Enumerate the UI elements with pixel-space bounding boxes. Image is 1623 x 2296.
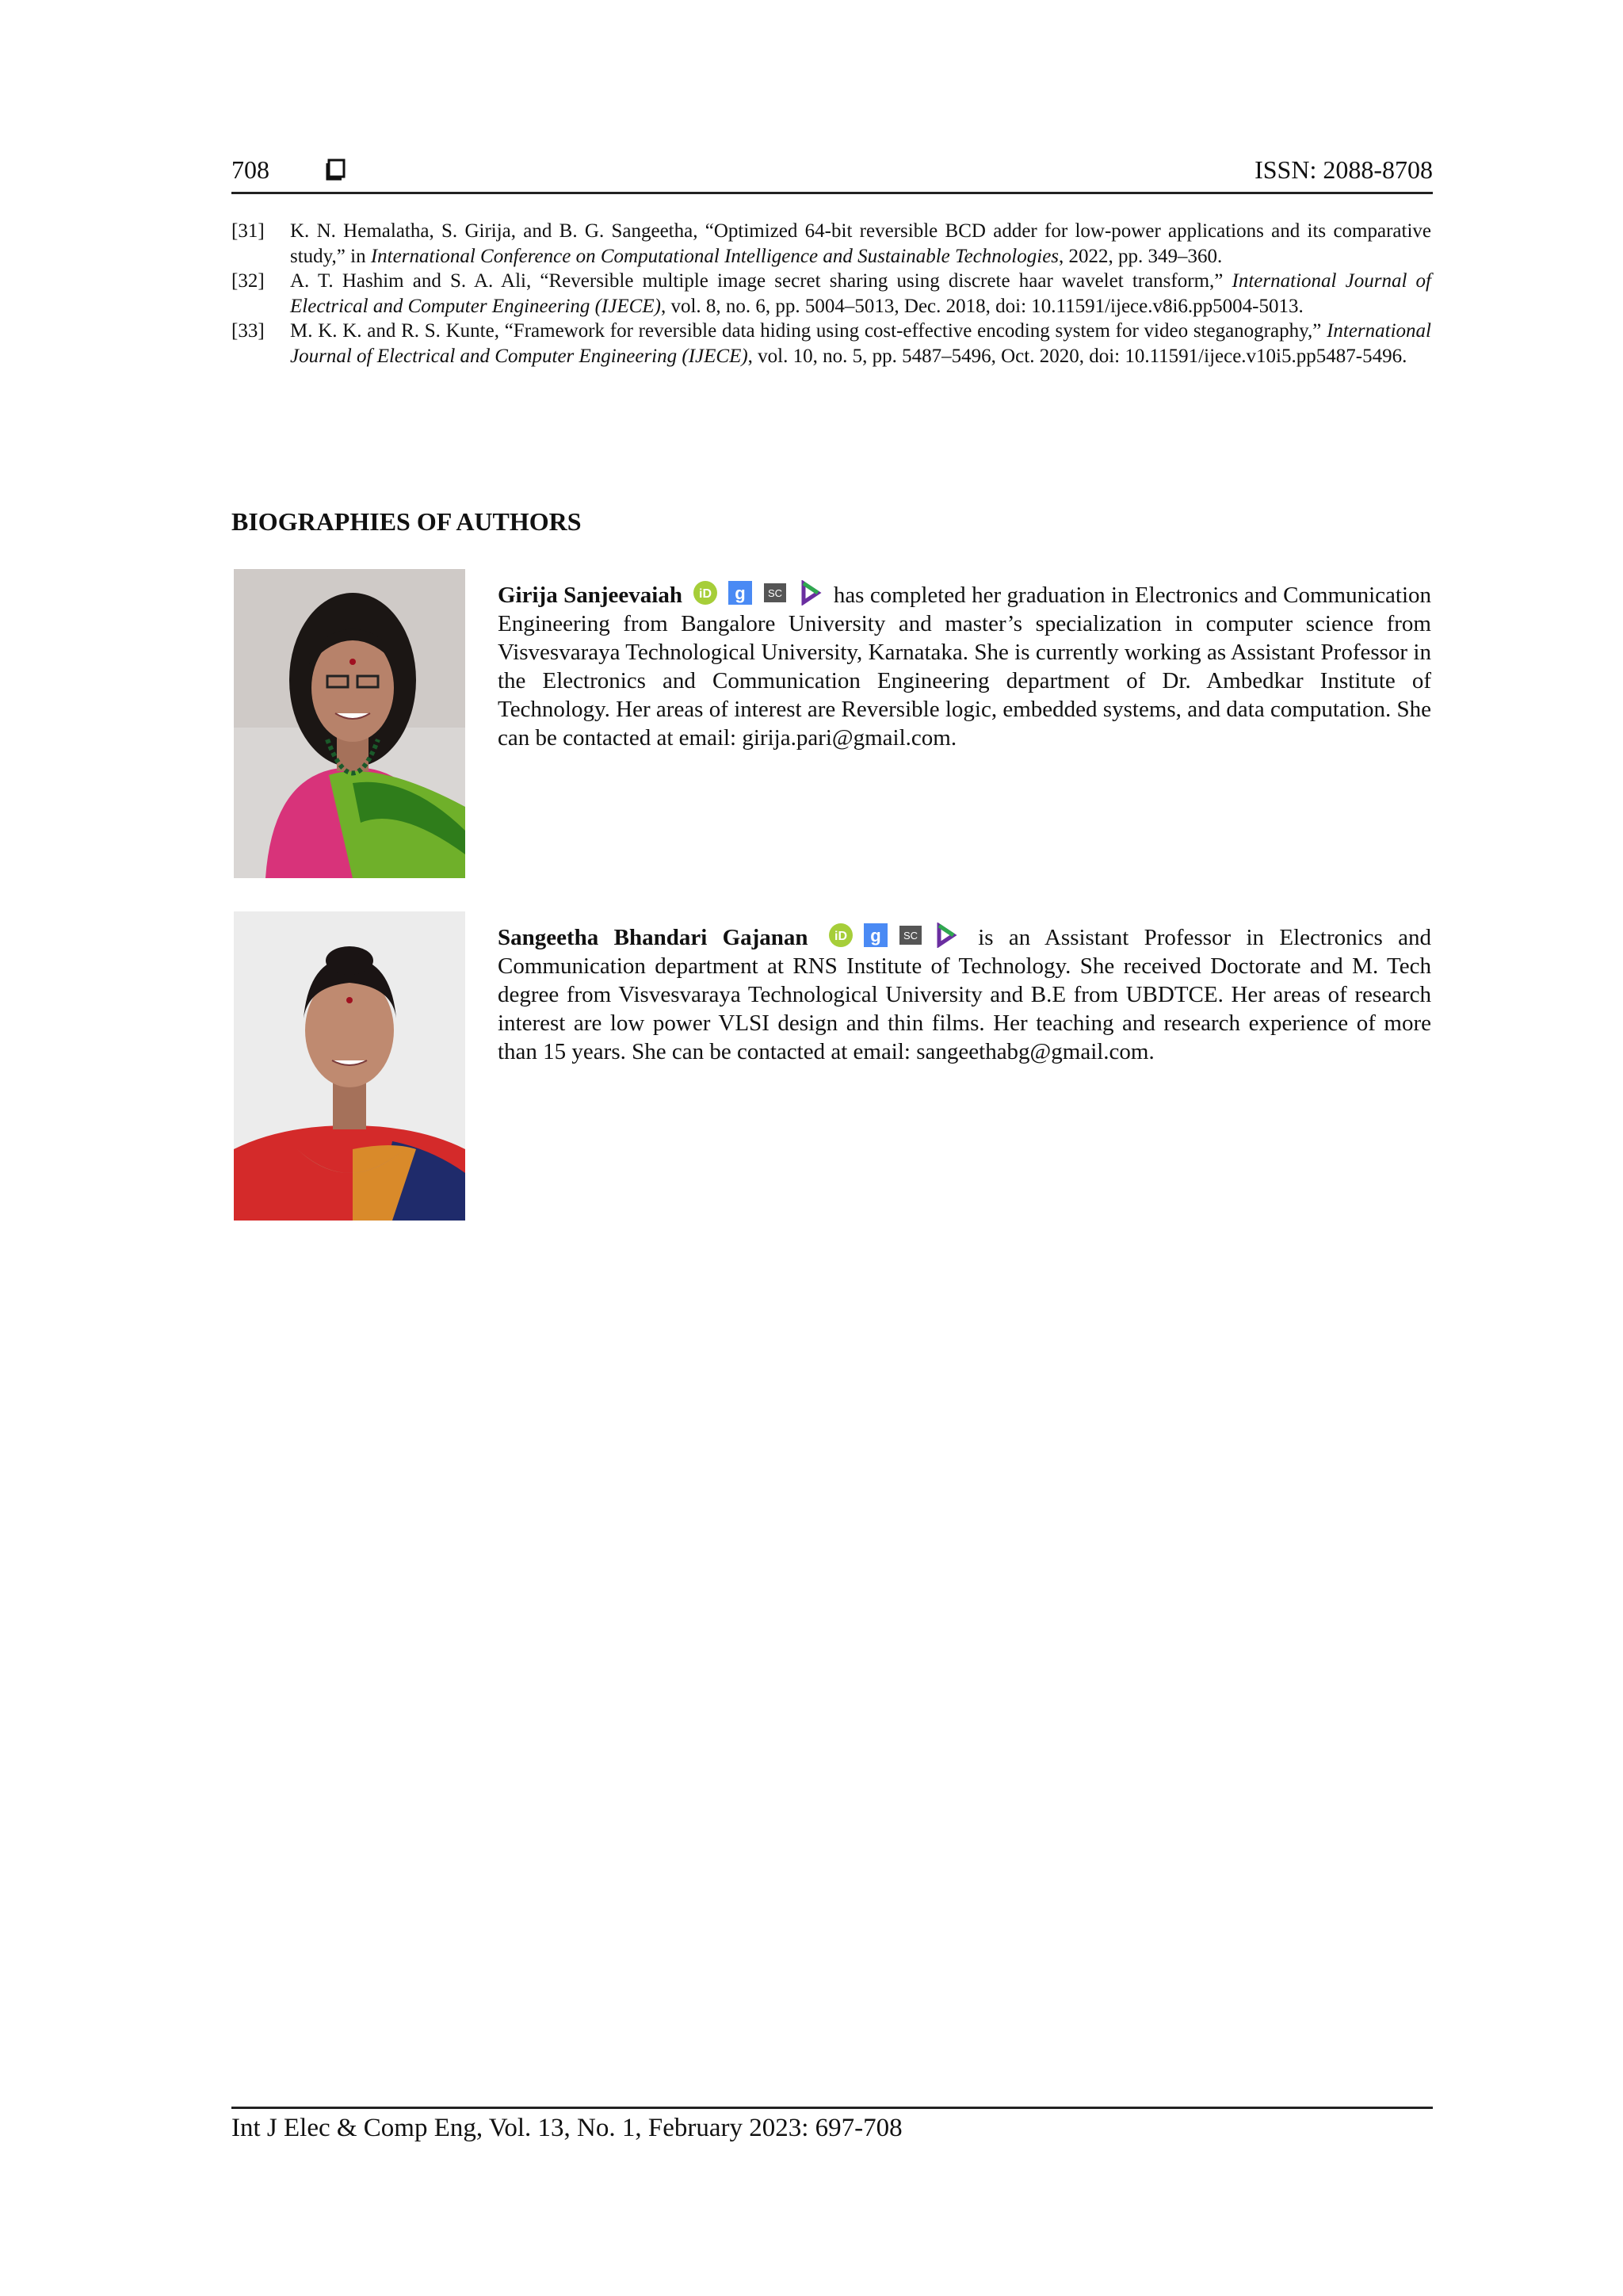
- reference-number: [33]: [231, 320, 265, 342]
- publons-icon[interactable]: [933, 923, 958, 948]
- scopus-icon[interactable]: [762, 580, 788, 606]
- reference-venue: International Conference on Computational Intelligence and Sustainable Technologies: [370, 245, 1060, 267]
- publons-icon[interactable]: [797, 580, 823, 606]
- page-header: [231, 155, 1433, 194]
- author-biography: is an Assistant Professor in Electronics and Communication department at RNS Institute of Technology. She received Doctorate and M. Tech degree from Visvesvaraya Technological University and B.E from UBDTCE. Her areas of research interest are low power VLSI design and thin films. Her teaching and research experience of more than 15 years. She can be contacted at email: sangeethabg@gmail.com.: [498, 925, 1432, 1064]
- orcid-icon[interactable]: [693, 580, 718, 606]
- reference-item: [231, 319, 1431, 369]
- reference-details: , vol. 8, no. 6, pp. 5004–5013, Dec. 2018, doi: 10.11591/ijece.v8i6.pp5004-5013.: [660, 295, 1304, 317]
- reference-venue: International Journal of Electrical and Computer Engineering (IJECE): [290, 270, 1432, 317]
- page-footer: [231, 2107, 1433, 2142]
- page-number: 708: [231, 155, 269, 184]
- reference-text: K. N. Hemalatha, S. Girija, and B. G. Sangeetha, “Optimized 64-bit reversible BCD adder for low-power applications and its comparative study,” in: [290, 220, 1431, 267]
- svg-text:SC: SC: [768, 587, 783, 599]
- author-name: Sangeetha Bhandari Gajanan: [498, 925, 808, 950]
- reference-number: [32]: [231, 270, 265, 292]
- bio-text: [498, 580, 1431, 752]
- reference-text: A. T. Hashim and S. A. Ali, “Reversible multiple image secret sharing using discrete haar wavelet transform,”: [290, 270, 1232, 292]
- journal-citation: Int J Elec & Comp Eng, Vol. 13, No. 1, February 2023: 697-708: [231, 2114, 903, 2142]
- author-bio: [231, 911, 1433, 1222]
- author-photo: [234, 569, 465, 878]
- author-biography: has completed her graduation in Electronics and Communication Engineering from Bangalore University and master’s specialization in computer science from Visvesvaraya Technological University, Karnataka. She is currently working as Assistant Professor in the Electronics and Communication Engineering department of Dr. Ambedkar Institute of Technology. Her areas of interest are Reversible logic, embedded systems, and data computation. She can be contacted at email: girija.pari@gmail.com.: [498, 583, 1431, 751]
- google-scholar-icon[interactable]: [727, 580, 753, 606]
- google-scholar-icon[interactable]: [863, 923, 888, 948]
- author-name: Girija Sanjeevaiah: [498, 583, 682, 608]
- issn: ISSN: 2088-8708: [1254, 155, 1433, 184]
- svg-text:g: g: [735, 583, 747, 603]
- reference-item: [231, 269, 1431, 319]
- bio-text: [498, 923, 1431, 1066]
- reference-text: M. K. K. and R. S. Kunte, “Framework for reversible data hiding using cost-effective encoding system for video steganography,”: [290, 320, 1327, 342]
- reference-item: [231, 219, 1431, 269]
- orcid-icon[interactable]: [828, 923, 854, 948]
- svg-text:iD: iD: [699, 587, 712, 601]
- svg-text:g: g: [870, 926, 881, 946]
- reference-details: , vol. 10, no. 5, pp. 5487–5496, Oct. 2020, doi: 10.11591/ijece.v10i5.pp5487-5496.: [747, 345, 1407, 367]
- reference-number: [31]: [231, 220, 265, 242]
- reference-venue: International Journal of Electrical and Computer Engineering (IJECE): [290, 320, 1431, 367]
- box-bullet-icon: [325, 159, 347, 181]
- author-photo: [234, 911, 465, 1221]
- scopus-icon[interactable]: [898, 923, 923, 948]
- reference-details: , 2022, pp. 349–360.: [1059, 245, 1223, 267]
- svg-text:SC: SC: [903, 930, 918, 942]
- author-bio: [231, 569, 1433, 880]
- section-title: BIOGRAPHIES OF AUTHORS: [231, 507, 582, 536]
- svg-text:iD: iD: [834, 930, 847, 943]
- reference-list: [231, 219, 1431, 369]
